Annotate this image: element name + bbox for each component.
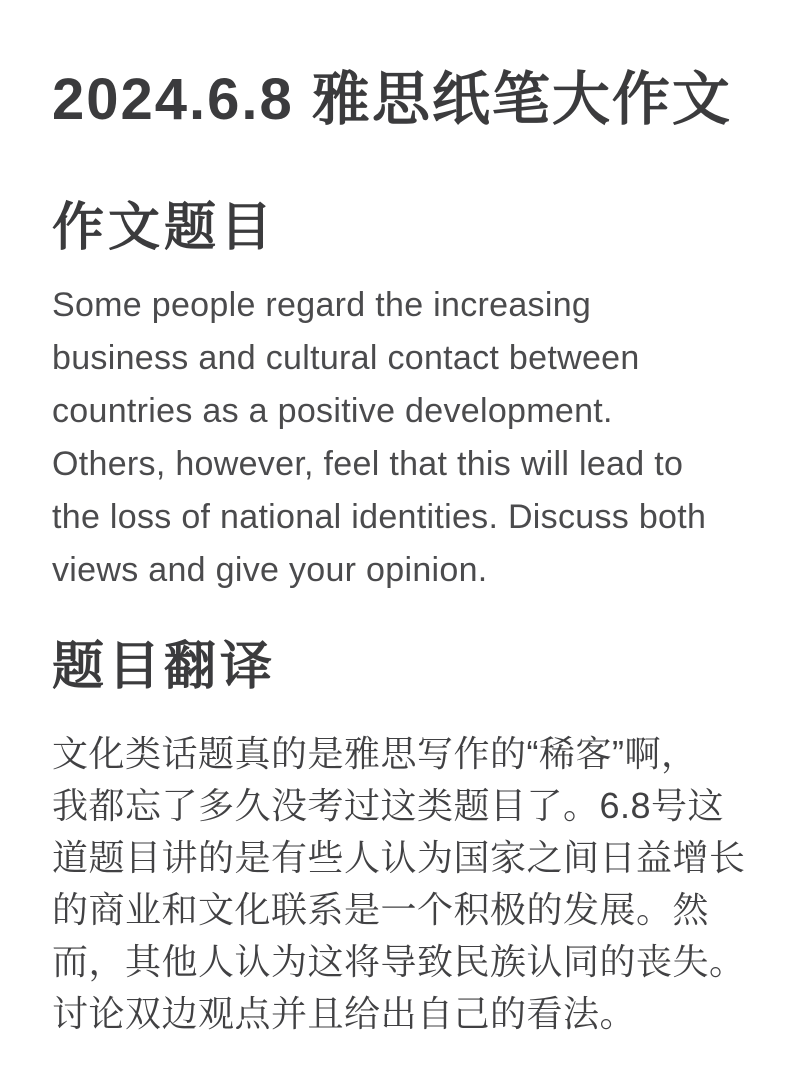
text-line: views and give your opinion.: [52, 551, 488, 589]
text-line: the loss of national identities. Discuss both: [52, 498, 707, 536]
essay-topic-text: [52, 279, 748, 597]
text-line: 道题目讲的是有些人认为国家之间日益增长: [52, 837, 746, 878]
text-line: Others, however, feel that this will lead to: [52, 445, 684, 483]
page-title: 2024.6.8 雅思纸笔大作文: [52, 67, 732, 132]
section-heading-translation: 题目翻译: [52, 638, 277, 696]
section-heading-essay-topic: 作文题目: [52, 199, 277, 257]
text-line: 讨论双边观点并且给出自己的看法。: [52, 993, 637, 1034]
text-line: business and cultural contact between: [52, 339, 640, 377]
text-line: Some people regard the increasing: [52, 286, 592, 324]
text-line: 的商业和文化联系是一个积极的发展。然: [52, 889, 710, 930]
translation-text: [52, 728, 748, 1040]
text-line: 而，其他人认为这将导致民族认同的丧失。: [52, 941, 746, 982]
text-line: 我都忘了多久没考过这类题目了。6.8号这: [52, 785, 725, 826]
text-line: 文化类话题真的是雅思写作的“稀客”啊，: [52, 733, 698, 774]
text-line: countries as a positive development.: [52, 392, 613, 430]
